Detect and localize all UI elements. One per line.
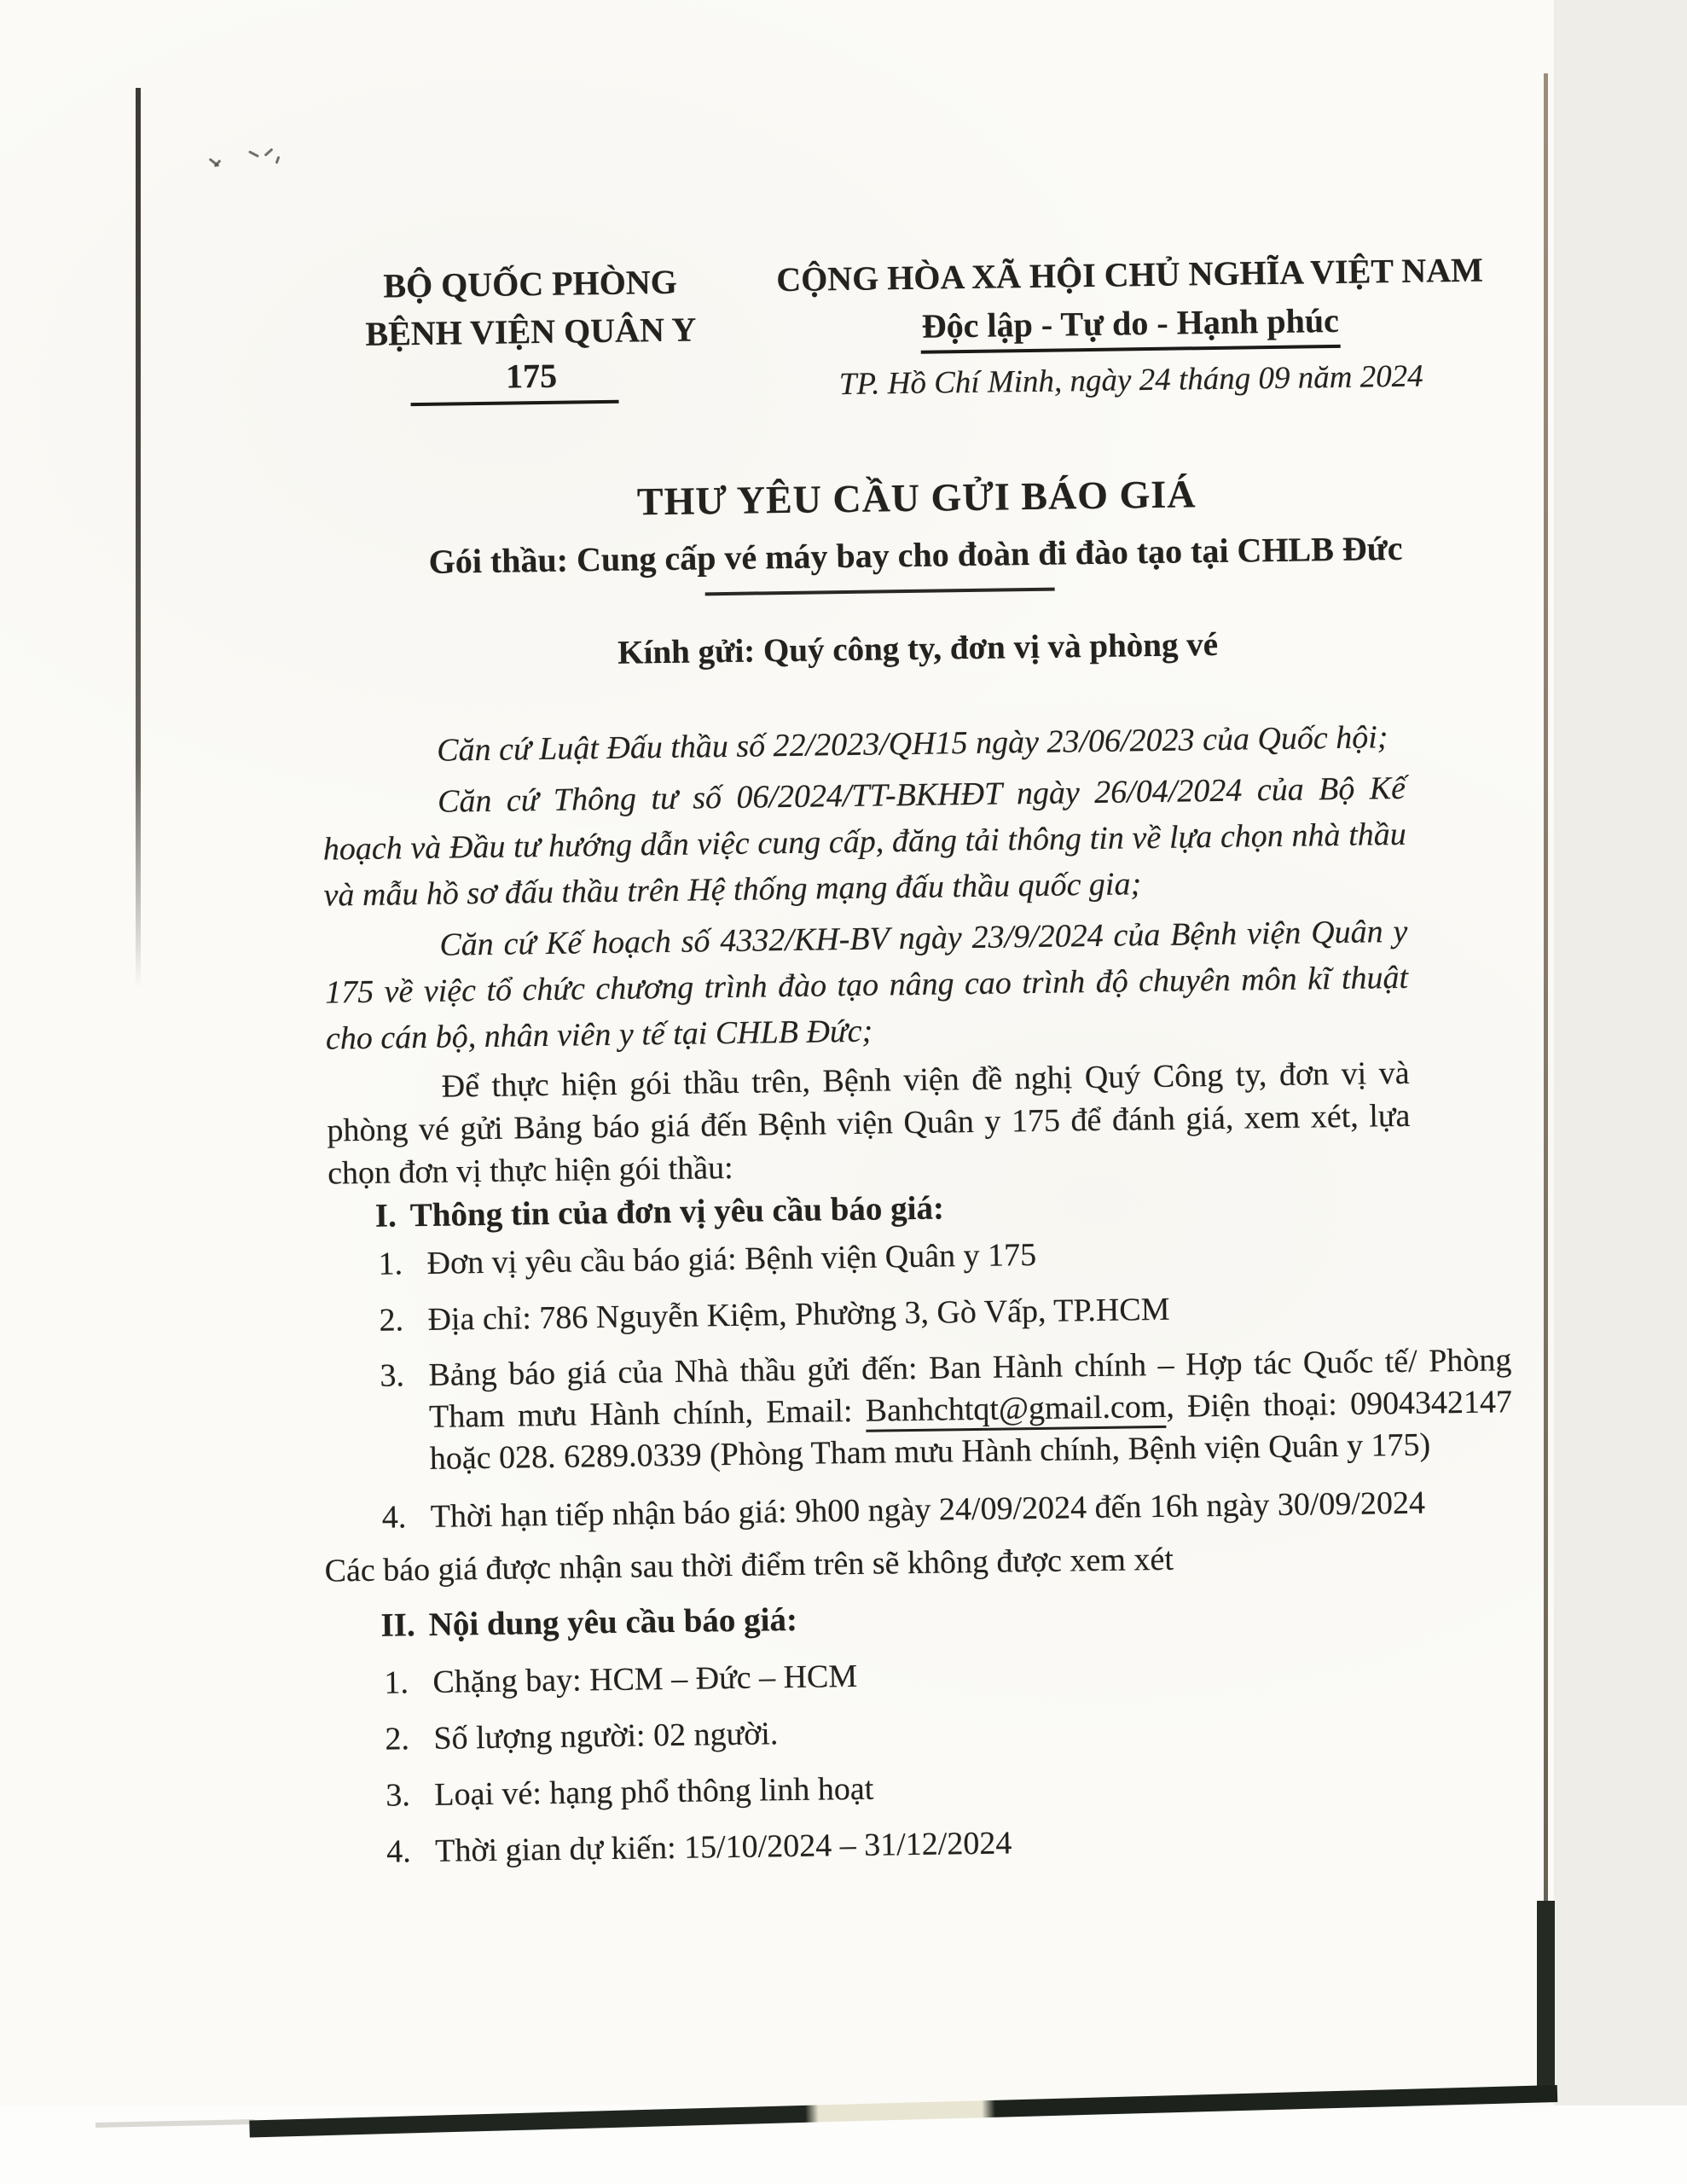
list-item [330, 1339, 1513, 1481]
contact-email: Banhchtqt@gmail.com [865, 1389, 1166, 1432]
hospital-name-underline [411, 400, 619, 406]
item-text: Thời hạn tiếp nhận báo giá: 9h00 ngày 24/09/2024 đến 16h ngày 30/09/2024 [430, 1484, 1426, 1535]
list-item [336, 1758, 1518, 1817]
section-2-label: Nội dung yêu cầu báo giá: [428, 1600, 798, 1643]
item-text: Thời gian dự kiến: 15/10/2024 – 31/12/2024 [434, 1825, 1012, 1869]
recital-paragraph: Căn cứ Kế hoạch số 4332/KH-BV ngày 23/9/2024 của Bệnh viện Quân y 175 về việc tổ chức chương trình đào tạo nâng cao trình độ chuyên môn kĩ thuật cho cán bộ, nhân viên y tế tại CHLB Đức; [324, 913, 1409, 1057]
list-item [337, 1815, 1519, 1873]
recital-paragraph: Căn cứ Thông tư số 06/2024/TT-BKHĐT ngày 26/04/2024 của Bộ Kế hoạch và Đầu tư hướng dẫn việc cung cấp, đăng tải thông tin về lựa chọn nhà thầu và mẫu hồ sơ đấu thầu trên Hệ thống mạng đấu thầu quốc gia; [322, 770, 1407, 914]
ministry-name: BỘ QUỐC PHÒNG [383, 262, 678, 305]
scanner-background-right [1554, 0, 1687, 2184]
section-1-label: Thông tin của đơn vị yêu cầu báo giá: [409, 1189, 945, 1234]
hospital-name: BỆNH VIỆN QUÂN Y 175 [365, 310, 697, 396]
national-motto: Độc lập - Tự do - Hạnh phúc [920, 300, 1342, 354]
document-title: THƯ YÊU CẦU GỬI BÁO GIÁ [636, 472, 1197, 524]
item-text: Địa chỉ: 786 Nguyễn Kiệm, Phường 3, Gò Vấp, TP.HCM [427, 1291, 1170, 1338]
legal-recitals [322, 714, 1409, 1062]
tender-package-subtitle: Gói thầu: Cung cấp vé máy bay cho đoàn đi đào tạo tại CHLB Đức [428, 528, 1403, 581]
page-edge-left-line [136, 88, 141, 988]
list-item [329, 1283, 1511, 1342]
list-item [335, 1702, 1517, 1761]
item-text: Bảng báo giá của Nhà thầu gửi đến: Ban Hành chính – Hợp tác Quốc tế/ Phòng Tham mưu Hành chính, Email: [428, 1342, 1512, 1435]
list-item [332, 1480, 1514, 1539]
item-number: 4. [381, 1499, 407, 1536]
list-item [334, 1646, 1516, 1705]
item-number: 1. [378, 1246, 403, 1282]
section-2-number: II. [380, 1606, 415, 1644]
section-2-heading [380, 1587, 1567, 1647]
item-number: 4. [386, 1833, 412, 1870]
section-1-number: I. [374, 1197, 397, 1234]
section-2-items [334, 1646, 1518, 1873]
deadline-note: Các báo giá được nhận sau thời điểm trên sẽ không được xem xét [324, 1541, 1174, 1589]
item-number: 3. [380, 1357, 405, 1394]
subtitle-underline [704, 588, 1054, 596]
item-text: Loại vé: hạng phổ thông linh hoạt [434, 1770, 874, 1813]
issuing-authority-block [351, 259, 710, 411]
national-motto-block [745, 248, 1515, 406]
salutation-line: Kính gửi: Quý công ty, đơn vị và phòng vé [617, 625, 1219, 671]
item-number: 2. [385, 1721, 410, 1757]
section-1-items [328, 1227, 1514, 1539]
recital-paragraph: Căn cứ Luật Đấu thầu số 22/2023/QH15 ngày 23/06/2023 của Quốc hội; [436, 719, 1388, 769]
national-title: CỘNG HÒA XÃ HỘI CHỦ NGHĨA VIỆT NAM [775, 250, 1484, 299]
place-date-line: TP. Hồ Chí Minh, ngày 24 tháng 09 năm 2024 [838, 358, 1423, 403]
item-number: 2. [379, 1302, 404, 1339]
page-edge-right-dark-band [1537, 1901, 1555, 2099]
item-text: Chặng bay: HCM – Đức – HCM [432, 1658, 858, 1700]
item-number: 1. [384, 1664, 409, 1701]
document-content [141, 0, 1569, 1876]
document-header [144, 247, 1549, 414]
item-text: Đơn vị yêu cầu báo giá: Bệnh viện Quân y 175 [426, 1236, 1037, 1281]
intro-paragraph: Để thực hiện gói thầu trên, Bệnh viện đề nghị Quý Công ty, đơn vị và phòng vé gửi Bảng báo giá đến Bệnh viện Quân y 175 để đánh giá, xem xét, lựa chọn đơn vị thực hiện gói thầu: [327, 1054, 1411, 1192]
item-text: , Điện thoại: 0904342147 hoặc 028. 6289.0339 (Phòng Tham mưu Hành chính, Bệnh viện Quân y 175) [429, 1384, 1513, 1477]
item-text: Số lượng người: 02 người. [433, 1716, 779, 1757]
item-number: 3. [386, 1777, 411, 1814]
